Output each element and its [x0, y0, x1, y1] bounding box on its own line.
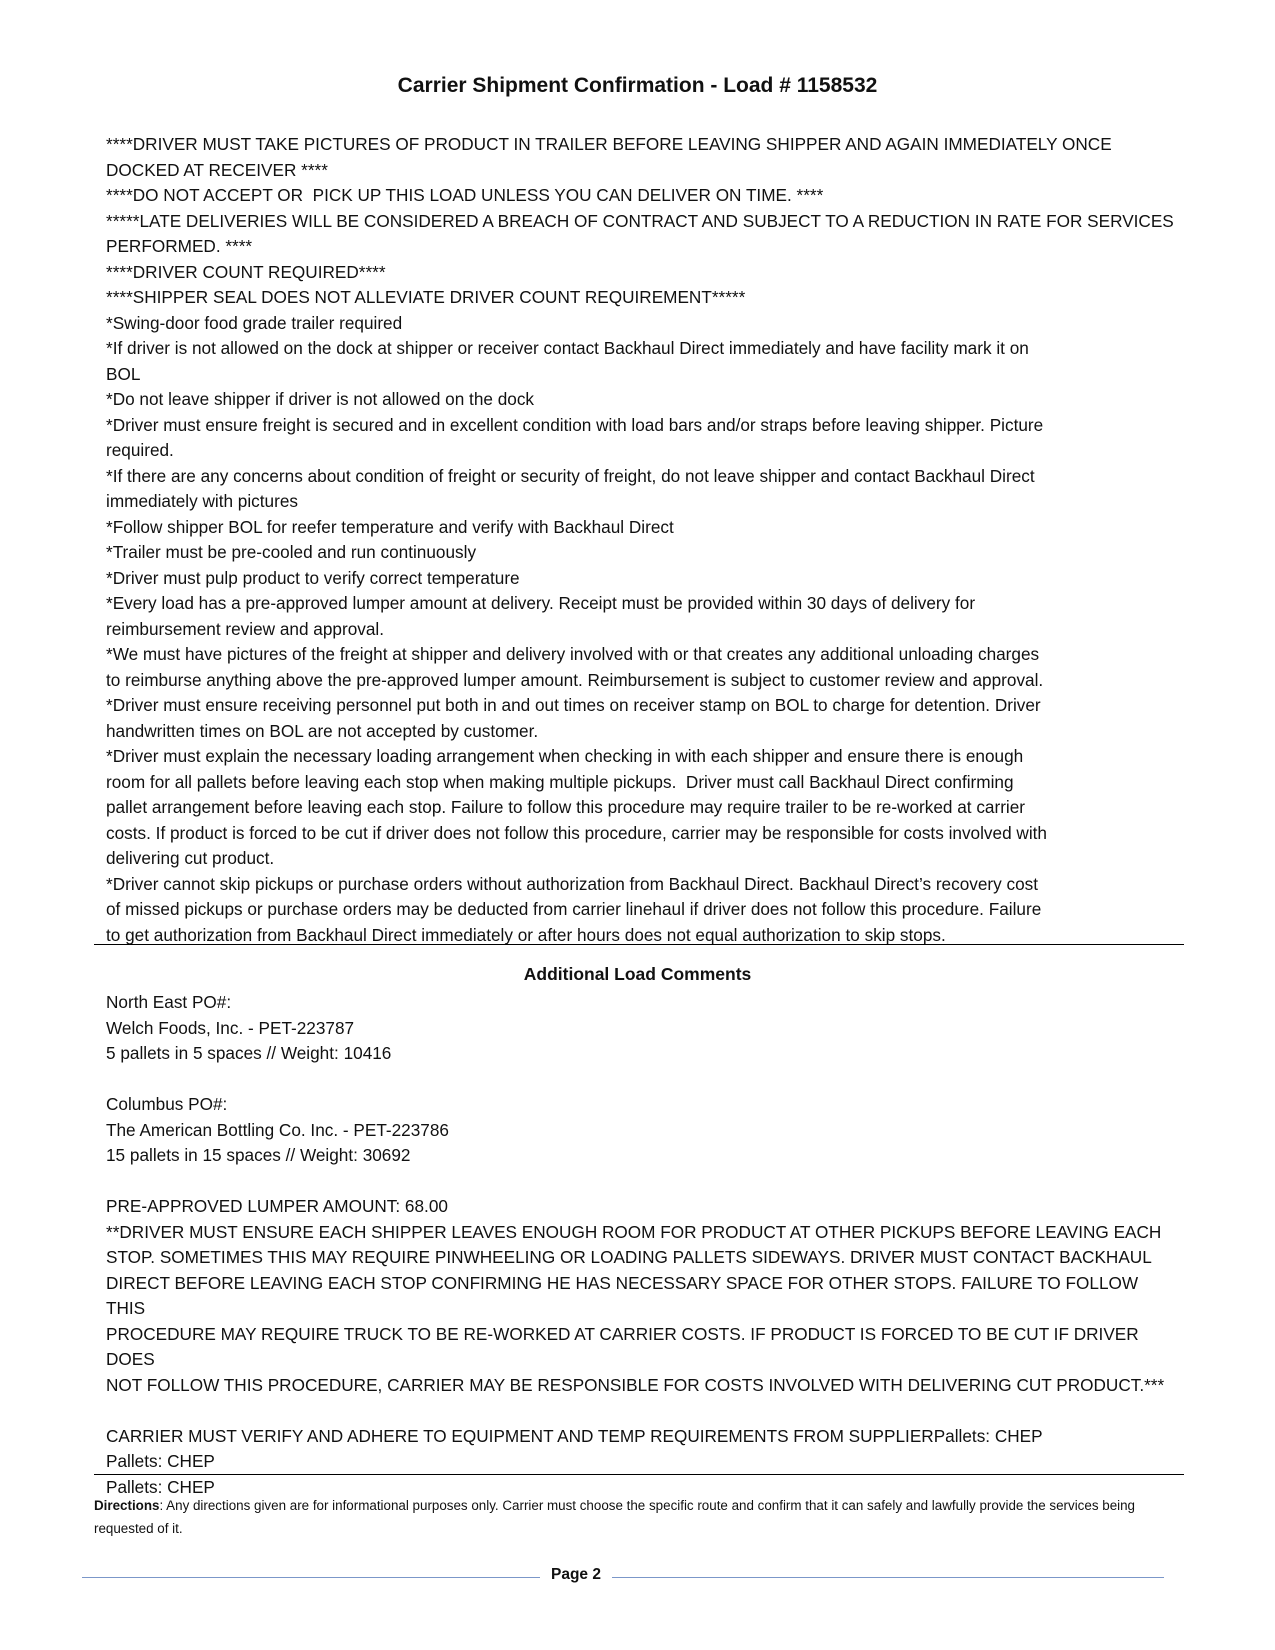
instruction-line: PERFORMED. ****: [106, 236, 253, 256]
instruction-line: ****DRIVER COUNT REQUIRED****: [106, 261, 386, 282]
comment-line: Pallets: CHEP: [106, 1476, 215, 1497]
page-title: Carrier Shipment Confirmation - Load # 1158532: [397, 74, 878, 97]
instruction-line: delivering cut product.: [106, 848, 275, 868]
comment-line: PRE-APPROVED LUMPER AMOUNT: 68.00: [106, 1196, 448, 1216]
directions-text: : Any directions given are for informational purposes only. Carrier must choose the specific route and confirm that it can safely and lawfully provide the services being requested of it.: [94, 1498, 1136, 1536]
instruction-line: *Follow shipper BOL for reefer temperature and verify with Backhaul Direct: [106, 516, 674, 537]
comment-line: **DRIVER MUST ENSURE EACH SHIPPER LEAVES ENOUGH ROOM FOR PRODUCT AT OTHER PICKUPS BEFORE LEAVING EACH: [106, 1221, 1162, 1242]
comment-line: CARRIER MUST VERIFY AND ADHERE TO EQUIPMENT AND TEMP REQUIREMENTS FROM SUPPLIERPallets: CHEP: [106, 1425, 1043, 1446]
footer-rule-right: [612, 1577, 1164, 1578]
footer-rule-left: [82, 1577, 540, 1578]
comment-line: PROCEDURE MAY REQUIRE TRUCK TO BE RE-WORKED AT CARRIER COSTS. IF PRODUCT IS FORCED TO BE CUT IF DRIVER DOES: [106, 1323, 1144, 1369]
comment-line: 15 pallets in 15 spaces // Weight: 30692: [106, 1145, 411, 1165]
directions-note: [94, 1494, 1184, 1540]
instruction-line: *If there are any concerns about condition of freight or security of freight, do not leave shipper and contact Backhaul Direct: [106, 465, 1035, 486]
section-divider: [94, 944, 1184, 945]
instruction-line: *Driver must ensure receiving personnel put both in and out times on receiver stamp on BOL to charge for detention. Driver: [106, 695, 1041, 715]
comment-line: [106, 1067, 1176, 1093]
additional-comments: [106, 990, 1176, 1500]
instruction-line: reimbursement review and approval.: [106, 618, 384, 639]
instruction-line: ****SHIPPER SEAL DOES NOT ALLEVIATE DRIVER COUNT REQUIREMENT*****: [106, 287, 746, 307]
driver-instructions: [106, 132, 1176, 948]
instruction-line: to reimburse anything above the pre-approved lumper amount. Reimbursement is subject to customer review and approval.: [106, 669, 1044, 690]
directions-label: Directions: [94, 1498, 160, 1513]
instruction-line: costs. If product is forced to be cut if driver does not follow this procedure, carrier may be responsible for costs involved with: [106, 822, 1047, 843]
instruction-line: of missed pickups or purchase orders may be deducted from carrier linehaul if driver does not follow this procedure. Failure: [106, 899, 1042, 919]
comment-line: Columbus PO#:: [106, 1094, 228, 1114]
instruction-line: *Driver must explain the necessary loading arrangement when checking in with each shipper and ensure there is enough: [106, 746, 1024, 766]
comment-line: 5 pallets in 5 spaces // Weight: 10416: [106, 1043, 392, 1063]
instruction-line: *Every load has a pre-approved lumper amount at delivery. Receipt must be provided within 30 days of delivery for: [106, 593, 976, 613]
additional-comments-heading: Additional Load Comments: [523, 964, 752, 984]
comment-line: Welch Foods, Inc. - PET-223787: [106, 1017, 355, 1038]
instruction-line: *Driver must ensure freight is secured and in excellent condition with load bars and/or straps before leaving shipper. Picture: [106, 414, 1044, 435]
instruction-line: *Driver cannot skip pickups or purchase orders without authorization from Backhaul Direct. Backhaul Direct’s recovery cost: [106, 873, 1039, 894]
instruction-line: *Driver must pulp product to verify correct temperature: [106, 567, 520, 588]
instruction-line: to get authorization from Backhaul Direct immediately or after hours does not equal authorization to skip stops.: [106, 924, 946, 945]
instruction-line: ****DRIVER MUST TAKE PICTURES OF PRODUCT IN TRAILER BEFORE LEAVING SHIPPER AND AGAIN IMMEDIATELY ONCE: [106, 134, 1112, 154]
instruction-line: *If driver is not allowed on the dock at shipper or receiver contact Backhaul Direct immediately and have facility mark it on: [106, 338, 1029, 358]
comment-line: The American Bottling Co. Inc. - PET-223786: [106, 1119, 449, 1140]
instruction-line: room for all pallets before leaving each stop when making multiple pickups. Driver must call Backhaul Direct confirming: [106, 771, 1014, 792]
section-divider: [94, 1474, 1184, 1475]
comment-line: North East PO#:: [106, 992, 232, 1012]
instruction-line: ****DO NOT ACCEPT OR PICK UP THIS LOAD UNLESS YOU CAN DELIVER ON TIME. ****: [106, 185, 824, 205]
page-footer: [82, 1566, 1164, 1590]
comment-line: STOP. SOMETIMES THIS MAY REQUIRE PINWHEELING OR LOADING PALLETS SIDEWAYS. DRIVER MUST CONTACT BACKHAUL: [106, 1247, 1152, 1267]
comment-line: [106, 1398, 1176, 1424]
comment-line: NOT FOLLOW THIS PROCEDURE, CARRIER MAY BE RESPONSIBLE FOR COSTS INVOLVED WITH DELIVERING CUT PRODUCT.***: [106, 1374, 1165, 1395]
instruction-line: *Do not leave shipper if driver is not allowed on the dock: [106, 389, 535, 409]
instruction-line: immediately with pictures: [106, 491, 298, 511]
instruction-line: *Trailer must be pre-cooled and run continuously: [106, 542, 477, 562]
instruction-line: *****LATE DELIVERIES WILL BE CONSIDERED A BREACH OF CONTRACT AND SUBJECT TO A REDUCTION IN RATE FOR SERVICES: [106, 210, 1174, 231]
comment-line: Pallets: CHEP: [106, 1451, 215, 1471]
instruction-line: DOCKED AT RECEIVER ****: [106, 159, 328, 180]
comment-line: DIRECT BEFORE LEAVING EACH STOP CONFIRMING HE HAS NECESSARY SPACE FOR OTHER STOPS. FAILURE TO FOLLOW THIS: [106, 1272, 1143, 1318]
page-number: Page 2: [551, 1566, 601, 1583]
comment-line: [106, 1169, 1176, 1195]
instruction-line: required.: [106, 440, 174, 460]
instruction-line: BOL: [106, 363, 141, 384]
instruction-line: *We must have pictures of the freight at shipper and delivery involved with or that creates any additional unloading charges: [106, 644, 1040, 664]
instruction-line: *Swing-door food grade trailer required: [106, 312, 403, 333]
instruction-line: handwritten times on BOL are not accepted by customer.: [106, 720, 539, 741]
instruction-line: pallet arrangement before leaving each stop. Failure to follow this procedure may require trailer to be re-worked at carrier: [106, 797, 1026, 817]
